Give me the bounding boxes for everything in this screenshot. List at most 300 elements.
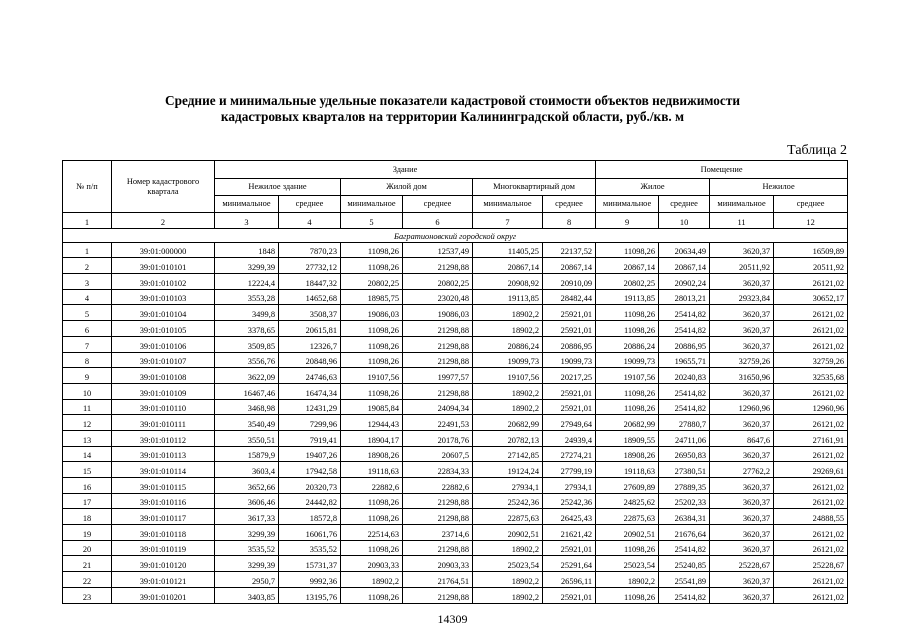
row-number-cell: 13	[63, 430, 112, 446]
row-number-cell: 19	[63, 525, 112, 541]
value-cell: 29269,61	[774, 462, 848, 478]
value-cell: 21298,88	[403, 509, 473, 525]
value-cell: 11098,26	[341, 383, 403, 399]
table-row	[63, 462, 848, 478]
quarter-number-cell: 39:01:010117	[112, 509, 215, 525]
table-row	[63, 399, 848, 415]
value-cell: 19655,71	[659, 352, 710, 368]
value-cell: 24442,82	[279, 493, 341, 509]
table-row	[63, 368, 848, 384]
value-cell: 3535,52	[215, 540, 279, 556]
header-avg: среднее	[403, 196, 473, 213]
value-cell: 20867,14	[659, 258, 710, 274]
quarter-number-cell: 39:01:010119	[112, 540, 215, 556]
value-cell: 16474,34	[279, 383, 341, 399]
value-cell: 20902,51	[596, 525, 659, 541]
table-row	[63, 352, 848, 368]
quarter-number-cell: 39:01:010113	[112, 446, 215, 462]
value-cell: 11098,26	[341, 509, 403, 525]
section-title: Багратионовский городской округ	[63, 228, 848, 242]
value-cell: 21298,88	[403, 493, 473, 509]
value-cell: 18908,26	[341, 446, 403, 462]
table-row	[63, 446, 848, 462]
value-cell: 19086,03	[341, 305, 403, 321]
table-row	[63, 430, 848, 446]
row-number-cell: 18	[63, 509, 112, 525]
value-cell: 25414,82	[659, 587, 710, 603]
value-cell: 26121,02	[774, 525, 848, 541]
quarter-number-cell: 39:01:010110	[112, 399, 215, 415]
value-cell: 21298,88	[403, 383, 473, 399]
row-number-cell: 20	[63, 540, 112, 556]
value-cell: 11098,26	[596, 399, 659, 415]
row-number-cell: 1	[63, 242, 112, 258]
row-number-cell: 4	[63, 289, 112, 305]
value-cell: 3620,37	[710, 336, 774, 352]
value-cell: 12960,96	[774, 399, 848, 415]
value-cell: 3620,37	[710, 415, 774, 431]
value-cell: 24094,34	[403, 399, 473, 415]
value-cell: 3378,65	[215, 321, 279, 337]
value-cell: 25921,01	[543, 399, 596, 415]
value-cell: 19107,56	[341, 368, 403, 384]
table-row	[63, 274, 848, 290]
value-cell: 27934,1	[473, 478, 543, 494]
quarter-number-cell: 39:01:010102	[112, 274, 215, 290]
table-row	[63, 572, 848, 588]
value-cell: 3620,37	[710, 383, 774, 399]
value-cell: 3508,37	[279, 305, 341, 321]
row-number-cell: 22	[63, 572, 112, 588]
value-cell: 27274,21	[543, 446, 596, 462]
header-col-no: № п/п	[63, 161, 112, 213]
table-label: Таблица 2	[787, 143, 847, 158]
value-cell: 12537,49	[403, 242, 473, 258]
value-cell: 16467,46	[215, 383, 279, 399]
quarter-number-cell: 39:01:010118	[112, 525, 215, 541]
value-cell: 20240,83	[659, 368, 710, 384]
value-cell: 21764,51	[403, 572, 473, 588]
value-cell: 27609,89	[596, 478, 659, 494]
value-cell: 18447,32	[279, 274, 341, 290]
table-row	[63, 587, 848, 603]
value-cell: 11098,26	[341, 540, 403, 556]
table-row	[63, 493, 848, 509]
quarter-number-cell: 39:01:010103	[112, 289, 215, 305]
value-cell: 20867,14	[473, 258, 543, 274]
value-cell: 20903,33	[403, 556, 473, 572]
value-cell: 18902,2	[473, 383, 543, 399]
value-cell: 19113,85	[473, 289, 543, 305]
value-cell: 3620,37	[710, 274, 774, 290]
value-cell: 11098,26	[341, 587, 403, 603]
value-cell: 20910,09	[543, 274, 596, 290]
value-cell: 20848,96	[279, 352, 341, 368]
value-cell: 25414,82	[659, 321, 710, 337]
value-cell: 11098,26	[341, 336, 403, 352]
value-cell: 18902,2	[473, 572, 543, 588]
value-cell: 18902,2	[473, 540, 543, 556]
header-group-premises: Помещение	[596, 161, 848, 179]
value-cell: 3509,85	[215, 336, 279, 352]
value-cell: 31650,96	[710, 368, 774, 384]
header-min: минимальное	[596, 196, 659, 213]
row-number-cell: 2	[63, 258, 112, 274]
title-line-1: Средние и минимальные удельные показатели кадастровой стоимости объектов недвижимости	[164, 93, 741, 108]
value-cell: 3299,39	[215, 525, 279, 541]
value-cell: 3550,51	[215, 430, 279, 446]
value-cell: 21298,88	[403, 336, 473, 352]
header-min: минимальное	[215, 196, 279, 213]
quarter-number-cell: 39:01:010201	[112, 587, 215, 603]
value-cell: 3299,39	[215, 258, 279, 274]
value-cell: 1848	[215, 242, 279, 258]
value-cell: 3620,37	[710, 525, 774, 541]
value-cell: 27799,19	[543, 462, 596, 478]
value-cell: 11098,26	[341, 321, 403, 337]
value-cell: 28482,44	[543, 289, 596, 305]
value-cell: 18904,17	[341, 430, 403, 446]
header-nonresidential-premises: Нежилое	[710, 179, 848, 196]
value-cell: 26121,02	[774, 336, 848, 352]
value-cell: 14652,68	[279, 289, 341, 305]
value-cell: 3556,76	[215, 352, 279, 368]
table-row	[63, 305, 848, 321]
value-cell: 19107,56	[473, 368, 543, 384]
row-number-cell: 7	[63, 336, 112, 352]
value-cell: 11098,26	[341, 352, 403, 368]
value-cell: 22491,53	[403, 415, 473, 431]
value-cell: 22875,63	[473, 509, 543, 525]
value-cell: 11098,26	[596, 587, 659, 603]
value-cell: 25414,82	[659, 383, 710, 399]
table-body	[63, 213, 848, 604]
value-cell: 27949,64	[543, 415, 596, 431]
row-number-cell: 6	[63, 321, 112, 337]
value-cell: 24711,06	[659, 430, 710, 446]
value-cell: 11098,26	[341, 493, 403, 509]
value-cell: 25023,54	[473, 556, 543, 572]
value-cell: 19086,03	[403, 305, 473, 321]
value-cell: 27934,1	[543, 478, 596, 494]
row-number-cell: 10	[63, 383, 112, 399]
value-cell: 25921,01	[543, 540, 596, 556]
value-cell: 26121,02	[774, 572, 848, 588]
quarter-number-cell: 39:01:010105	[112, 321, 215, 337]
header-residential-premises: Жилое	[596, 179, 710, 196]
value-cell: 3620,37	[710, 587, 774, 603]
quarter-number-cell: 39:01:010120	[112, 556, 215, 572]
value-cell: 26121,02	[774, 305, 848, 321]
header-avg: среднее	[659, 196, 710, 213]
value-cell: 21298,88	[403, 352, 473, 368]
value-cell: 19099,73	[543, 352, 596, 368]
value-cell: 19118,63	[341, 462, 403, 478]
value-cell: 3535,52	[279, 540, 341, 556]
header-col-quarter: Номер кадастрового квартала	[112, 161, 215, 213]
value-cell: 8647,6	[710, 430, 774, 446]
value-cell: 15731,37	[279, 556, 341, 572]
value-cell: 11098,26	[341, 258, 403, 274]
value-cell: 20903,33	[341, 556, 403, 572]
value-cell: 26121,02	[774, 274, 848, 290]
quarter-number-cell: 39:01:000000	[112, 242, 215, 258]
value-cell: 26121,02	[774, 493, 848, 509]
row-number-cell: 14	[63, 446, 112, 462]
value-cell: 20902,24	[659, 274, 710, 290]
value-cell: 3617,33	[215, 509, 279, 525]
value-cell: 20802,25	[341, 274, 403, 290]
quarter-number-cell: 39:01:010115	[112, 478, 215, 494]
column-number: 10	[659, 213, 710, 229]
value-cell: 20634,49	[659, 242, 710, 258]
header-group-building: Здание	[215, 161, 596, 179]
row-number-cell: 21	[63, 556, 112, 572]
value-cell: 15879,9	[215, 446, 279, 462]
value-cell: 12326,7	[279, 336, 341, 352]
value-cell: 20902,51	[473, 525, 543, 541]
value-cell: 2950,7	[215, 572, 279, 588]
value-cell: 20908,92	[473, 274, 543, 290]
column-number: 12	[774, 213, 848, 229]
value-cell: 25541,89	[659, 572, 710, 588]
value-cell: 20178,76	[403, 430, 473, 446]
value-cell: 11098,26	[596, 242, 659, 258]
value-cell: 26121,02	[774, 587, 848, 603]
value-cell: 7870,23	[279, 242, 341, 258]
value-cell: 7299,96	[279, 415, 341, 431]
header-avg: среднее	[279, 196, 341, 213]
column-number-row	[63, 213, 848, 229]
quarter-number-cell: 39:01:010106	[112, 336, 215, 352]
table-row	[63, 242, 848, 258]
quarter-number-cell: 39:01:010108	[112, 368, 215, 384]
value-cell: 19124,24	[473, 462, 543, 478]
value-cell: 26384,31	[659, 509, 710, 525]
value-cell: 27380,51	[659, 462, 710, 478]
header-avg: среднее	[543, 196, 596, 213]
value-cell: 22834,33	[403, 462, 473, 478]
value-cell: 20886,95	[659, 336, 710, 352]
quarter-number-cell: 39:01:010107	[112, 352, 215, 368]
value-cell: 9992,36	[279, 572, 341, 588]
value-cell: 25414,82	[659, 540, 710, 556]
value-cell: 26596,11	[543, 572, 596, 588]
document-title	[0, 93, 905, 125]
value-cell: 25414,82	[659, 305, 710, 321]
value-cell: 21621,42	[543, 525, 596, 541]
value-cell: 3468,98	[215, 399, 279, 415]
value-cell: 20682,99	[596, 415, 659, 431]
value-cell: 20511,92	[774, 258, 848, 274]
value-cell: 21298,88	[403, 587, 473, 603]
value-cell: 24746,63	[279, 368, 341, 384]
value-cell: 11098,26	[596, 305, 659, 321]
table-row	[63, 525, 848, 541]
value-cell: 25242,36	[473, 493, 543, 509]
value-cell: 26121,02	[774, 540, 848, 556]
value-cell: 18902,2	[473, 587, 543, 603]
value-cell: 3620,37	[710, 572, 774, 588]
value-cell: 22137,52	[543, 242, 596, 258]
value-cell: 3622,09	[215, 368, 279, 384]
value-cell: 22882,6	[403, 478, 473, 494]
column-number: 4	[279, 213, 341, 229]
value-cell: 20511,92	[710, 258, 774, 274]
value-cell: 11098,26	[596, 540, 659, 556]
value-cell: 27161,91	[774, 430, 848, 446]
table-row	[63, 336, 848, 352]
value-cell: 25242,36	[543, 493, 596, 509]
value-cell: 20886,24	[473, 336, 543, 352]
value-cell: 11098,26	[341, 242, 403, 258]
value-cell: 21298,88	[403, 258, 473, 274]
table-row	[63, 321, 848, 337]
column-number: 8	[543, 213, 596, 229]
row-number-cell: 16	[63, 478, 112, 494]
value-cell: 25228,67	[774, 556, 848, 572]
value-cell: 19407,26	[279, 446, 341, 462]
value-cell: 3499,8	[215, 305, 279, 321]
value-cell: 25202,33	[659, 493, 710, 509]
column-number: 1	[63, 213, 112, 229]
value-cell: 20217,25	[543, 368, 596, 384]
value-cell: 16061,76	[279, 525, 341, 541]
value-cell: 19118,63	[596, 462, 659, 478]
table-row	[63, 415, 848, 431]
header-min: минимальное	[710, 196, 774, 213]
cadastral-value-table	[62, 160, 848, 604]
value-cell: 18902,2	[473, 321, 543, 337]
value-cell: 3620,37	[710, 446, 774, 462]
value-cell: 23714,6	[403, 525, 473, 541]
value-cell: 3299,39	[215, 556, 279, 572]
table-row	[63, 383, 848, 399]
row-number-cell: 12	[63, 415, 112, 431]
value-cell: 3652,66	[215, 478, 279, 494]
value-cell: 29323,84	[710, 289, 774, 305]
value-cell: 19099,73	[596, 352, 659, 368]
value-cell: 25240,85	[659, 556, 710, 572]
value-cell: 25921,01	[543, 383, 596, 399]
table-row	[63, 556, 848, 572]
quarter-number-cell: 39:01:010111	[112, 415, 215, 431]
value-cell: 16509,89	[774, 242, 848, 258]
section-row	[63, 228, 848, 242]
value-cell: 27762,2	[710, 462, 774, 478]
value-cell: 25291,64	[543, 556, 596, 572]
header-avg: среднее	[774, 196, 848, 213]
value-cell: 18985,75	[341, 289, 403, 305]
value-cell: 3620,37	[710, 478, 774, 494]
value-cell: 3553,28	[215, 289, 279, 305]
column-number: 6	[403, 213, 473, 229]
value-cell: 26950,83	[659, 446, 710, 462]
header-min: минимальное	[341, 196, 403, 213]
value-cell: 25228,67	[710, 556, 774, 572]
value-cell: 25414,82	[659, 399, 710, 415]
value-cell: 11098,26	[596, 321, 659, 337]
quarter-number-cell: 39:01:010121	[112, 572, 215, 588]
header-residential-house: Жилой дом	[341, 179, 473, 196]
header-nonresidential-building: Нежилое здание	[215, 179, 341, 196]
row-number-cell: 11	[63, 399, 112, 415]
value-cell: 13195,76	[279, 587, 341, 603]
row-number-cell: 8	[63, 352, 112, 368]
table-row	[63, 478, 848, 494]
quarter-number-cell: 39:01:010114	[112, 462, 215, 478]
value-cell: 26121,02	[774, 478, 848, 494]
value-cell: 25921,01	[543, 305, 596, 321]
value-cell: 20320,73	[279, 478, 341, 494]
value-cell: 27889,35	[659, 478, 710, 494]
value-cell: 22882,6	[341, 478, 403, 494]
table-row	[63, 509, 848, 525]
value-cell: 24888,55	[774, 509, 848, 525]
value-cell: 20615,81	[279, 321, 341, 337]
value-cell: 32759,26	[774, 352, 848, 368]
value-cell: 19977,57	[403, 368, 473, 384]
value-cell: 20802,25	[403, 274, 473, 290]
row-number-cell: 5	[63, 305, 112, 321]
value-cell: 25023,54	[596, 556, 659, 572]
value-cell: 19099,73	[473, 352, 543, 368]
table-row	[63, 289, 848, 305]
value-cell: 32759,26	[710, 352, 774, 368]
row-number-cell: 3	[63, 274, 112, 290]
value-cell: 28013,21	[659, 289, 710, 305]
value-cell: 32535,68	[774, 368, 848, 384]
value-cell: 17942,58	[279, 462, 341, 478]
value-cell: 11405,25	[473, 242, 543, 258]
value-cell: 21298,88	[403, 540, 473, 556]
column-number: 2	[112, 213, 215, 229]
column-number: 9	[596, 213, 659, 229]
value-cell: 3620,37	[710, 242, 774, 258]
value-cell: 3606,46	[215, 493, 279, 509]
value-cell: 12431,29	[279, 399, 341, 415]
value-cell: 18909,55	[596, 430, 659, 446]
header-min: минимальное	[473, 196, 543, 213]
table-row	[63, 540, 848, 556]
value-cell: 30652,17	[774, 289, 848, 305]
page-number: 14309	[437, 612, 468, 626]
value-cell: 20782,13	[473, 430, 543, 446]
value-cell: 18572,8	[279, 509, 341, 525]
value-cell: 26425,43	[543, 509, 596, 525]
value-cell: 25921,01	[543, 321, 596, 337]
value-cell: 23020,48	[403, 289, 473, 305]
value-cell: 18902,2	[596, 572, 659, 588]
row-number-cell: 15	[63, 462, 112, 478]
column-number: 11	[710, 213, 774, 229]
value-cell: 19113,85	[596, 289, 659, 305]
value-cell: 11098,26	[596, 383, 659, 399]
value-cell: 3603,4	[215, 462, 279, 478]
value-cell: 20607,5	[403, 446, 473, 462]
quarter-number-cell: 39:01:010101	[112, 258, 215, 274]
value-cell: 3540,49	[215, 415, 279, 431]
row-number-cell: 9	[63, 368, 112, 384]
value-cell: 12224,4	[215, 274, 279, 290]
value-cell: 21676,64	[659, 525, 710, 541]
column-number: 7	[473, 213, 543, 229]
column-number: 5	[341, 213, 403, 229]
table-row	[63, 258, 848, 274]
quarter-number-cell: 39:01:010112	[112, 430, 215, 446]
value-cell: 26121,02	[774, 415, 848, 431]
value-cell: 19085,84	[341, 399, 403, 415]
